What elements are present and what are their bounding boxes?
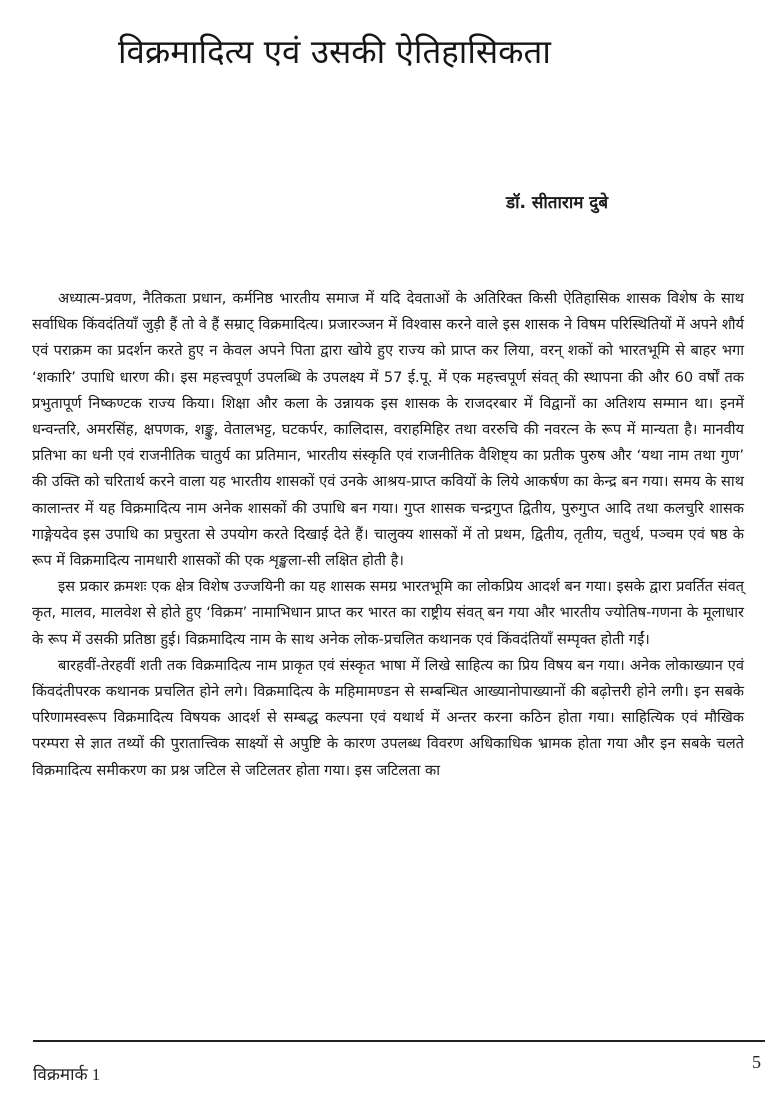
page-number: 5: [752, 1052, 761, 1072]
article-body: [32, 286, 744, 784]
footer-divider: [33, 1040, 765, 1042]
author-name: डॉ. सीताराम दुबे: [506, 193, 609, 213]
running-footer-title: विक्रमार्क 1: [33, 1065, 101, 1084]
page-title: विक्रमादित्य एवं उसकी ऐतिहासिकता: [118, 32, 551, 71]
paragraph: अध्यात्म-प्रवण, नैतिकता प्रधान, कर्मनिष्ठ भारतीय समाज में यदि देवताओं के अतिरिक्त किसी ऐतिहासिक शासक विशेष के साथ सर्वाधिक किंवदंतियाँ जुड़ी हैं तो वे हैं सम्राट् विक्रमादित्य। प्रजारञ्जन में विश्वास करने वाले इस शासक ने विषम परिस्थितियों में अपने शौर्य एवं पराक्रम का प्रदर्शन करते हुए न केवल अपने पिता द्वारा खोये हुए राज्य को प्राप्त कर लिया, वरन् शकों को भारतभूमि से बाहर भगा ‘शकारि’ उपाधि धारण की। इस महत्त्वपूर्ण उपलब्धि के उपलक्ष्य में 57 ई.पू. में एक महत्त्वपूर्ण संवत् की स्थापना की और 60 वर्षों तक प्रभुतापूर्ण निष्कण्टक राज्य किया। शिक्षा और कला के उन्नायक इस शासक के राजदरबार में विद्वानों का अतिशय सम्मान था। इनमें धन्वन्तरि, अमरसिंह, क्षपणक, शङ्कु, वेतालभट्ट, घटकर्पर, कालिदास, वराहमिहिर तथा वररुचि की नवरत्न के रूप में मान्यता है। मानवीय प्रतिभा का धनी एवं राजनीतिक चातुर्य का प्रतिमान, भारतीय संस्कृति एवं राजनीतिक वैशिष्ट्य का प्रतीक पुरुष और ‘यथा नाम तथा गुण’ की उक्ति को चरितार्थ करने वाला यह भारतीय शासकों एवं उनके आश्रय-प्राप्त कवियों के लिये आकर्षण का केन्द्र बन गया। समय के साथ कालान्तर में यह विक्रमादित्य नाम अनेक शासकों की उपाधि बन गया। गुप्त शासक चन्द्रगुप्त द्वितीय, पुरुगुप्त आदि तथा कलचुरि शासक गाङ्गेयदेव इस उपाधि का प्रचुरता से उपयोग करते दिखाई देते हैं। चालुक्य शासकों में तो प्रथम, द्वितीय, तृतीय, चतुर्थ, पञ्चम एवं षष्ठ के रूप में विक्रमादित्य नामधारी शासकों की एक शृङ्खला-सी लक्षित होती है।: [32, 290, 744, 570]
paragraph: इस प्रकार क्रमशः एक क्षेत्र विशेष उज्जयिनी का यह शासक समग्र भारतभूमि का लोकप्रिय आदर्श बन गया। इसके द्वारा प्रवर्तित संवत् कृत, मालव, मालवेश से होते हुए ‘विक्रम’ नामाभिधान प्राप्त कर भारत का राष्ट्रीय संवत् बन गया और भारतीय ज्योतिष-गणना के मूलाधार के रूप में उसकी प्रतिष्ठा हुई। विक्रमादित्य नाम के साथ अनेक लोक-प्रचलित कथानक एवं किंवदंतियाँ सम्पृक्त होती गईं।: [32, 578, 744, 648]
paragraph: बारहवीं-तेरहवीं शती तक विक्रमादित्य नाम प्राकृत एवं संस्कृत भाषा में लिखे साहित्य का प्रिय विषय बन गया। अनेक लोकाख्यान एवं किंवदंतीपरक कथानक प्रचलित होने लगे। विक्रमादित्य के महिमामण्डन से सम्बन्धित आख्यानोपाख्यानों की बढ़ोत्तरी होने लगी। इन सबके परिणामस्वरूप विक्रमादित्य विषयक आदर्श से सम्बद्ध कल्पना एवं यथार्थ में अन्तर करना कठिन होता गया। साहित्यिक एवं मौखिक परम्परा से ज्ञात तथ्यों की पुरातात्त्विक साक्ष्यों से अपुष्टि के कारण उपलब्ध विवरण अधिकाधिक भ्रामक होता गया और इन सबके चलते विक्रमादित्य समीकरण का प्रश्न जटिल से जटिलतर होता गया। इस जटिलता का: [32, 656, 744, 779]
